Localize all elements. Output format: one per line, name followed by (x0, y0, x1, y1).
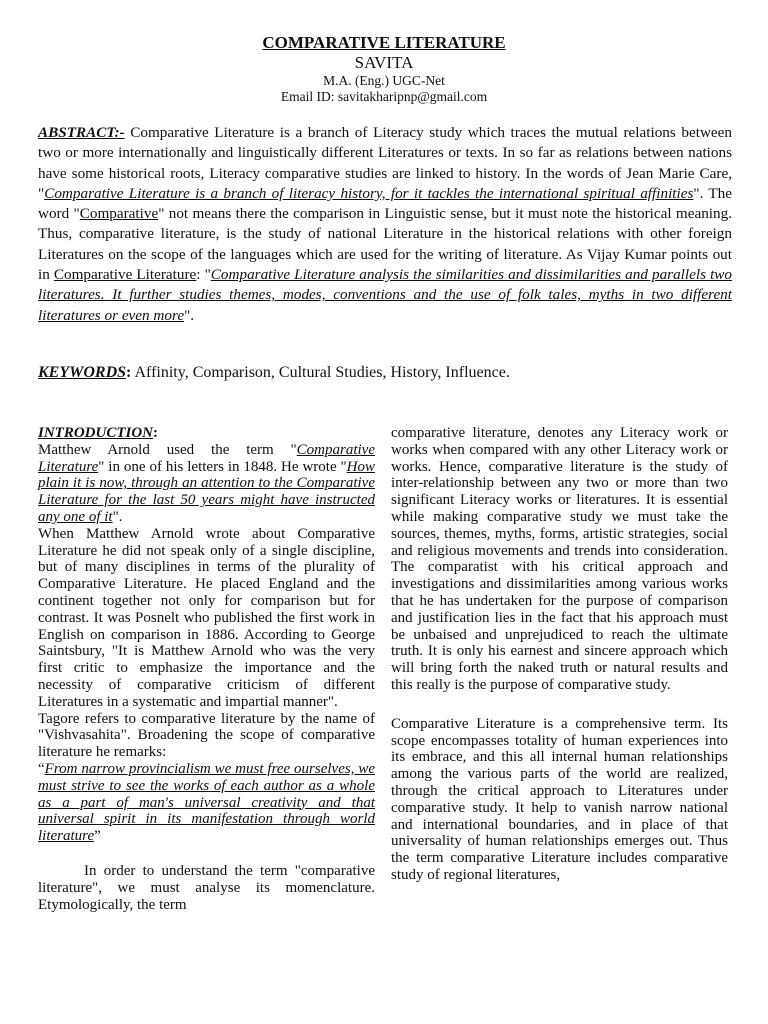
keywords-label: KEYWORDS (38, 364, 127, 381)
abstract-text: : " (196, 266, 211, 284)
paragraph-text: ". (112, 508, 123, 525)
introduction-label: INTRODUCTION (38, 425, 154, 441)
abstract-text: Comparative Literature is a branch of Literacy study which traces the mutual relations between two or more internationally and linguistically different Literatures or texts. In so far as relations between nations have some historical roots, Literacy comparative studies are linked to history. In the words of Jean Marie Care, " (38, 124, 732, 202)
term-comparative-literature: Comparative Literature (38, 441, 375, 475)
abstract-text: " not means there the comparison in Linguistic sense, but it must note the historical meaning. Thus, comparative literature, is the study of national Literature in the historical relations with other foreign Literatures on the scope of the languages which are used for the writing of literature. As Vijay Kumar points out in (38, 205, 732, 284)
paragraph-scope: Comparative Literature is a comprehensive term. Its scope encompasses totality of human experiences into its embrace, and this all internal human relationships among the various parts of the world are realized, through the critical approach to Literatures under comparative study. It help to vanish narrow national and international boundaries, and in place of that universality of human relationships emerges out. Thus the term comparative Literature includes comparative study of regional literatures, (391, 715, 728, 883)
paragraph-tagore: Tagore refers to comparative literature by the name of "Vishvasahita". Broadening the scope of comparative literature he remarks: (38, 710, 375, 761)
abstract-text: ". The word " (38, 184, 732, 223)
quote-mark: “ (38, 760, 45, 777)
paragraph-definition: comparative literature, denotes any Literacy work or works when compared with any other Literacy work or works. Hence, comparative literature is the study of inter-relationship between any two or more than two significant Literacy works or literatures. It is essential while making comparative study we must take the sources, themes, myths, forms, artistic strategies, social and religious movements and trends into consideration. The comparatist with his critical approach and investigations and dissimilarities among various works that he has undertaken for the purpose of comparison and justification lies in the fact that his approach must be unbaised and unprejudiced to reach the ultimate truth. It is only his earnest and sincere approach which will bring forth the naked truth or natural results and this really is the purpose of comparative study. (391, 425, 728, 693)
spacer (391, 694, 728, 716)
quote-arnold: How plain it is now, through an attention to the Comparative Literature for the last 50 years might have instructed any one of it (38, 458, 375, 525)
paper-title: COMPARATIVE LITERATURE (262, 33, 506, 52)
paper-header (0, 33, 768, 105)
abstract-quote-kumar: Comparative Literature analysis the similarities and dissimilarities and parallels two literatures. It further studies themes, modes, conventions and the use of folk tales, myths in two different literatures or even more (38, 266, 733, 324)
abstract-text: ". (184, 306, 195, 324)
keywords-list: Affinity, Comparison, Cultural Studies, History, Influence. (131, 364, 510, 381)
right-column (391, 425, 728, 884)
quote-mark: ” (94, 828, 101, 845)
paragraph-nomenclature: In order to understand the term "comparative literature", we must analyse its momenclature. Etymologically, the term (38, 862, 375, 913)
paragraph-arnold (38, 442, 375, 526)
abstract-quote-care: Comparative Literature is a branch of literacy history, for it tackles the international spiritual affinities (44, 184, 694, 202)
introduction-heading (38, 425, 375, 442)
paragraph-text: Matthew Arnold used the term " (38, 441, 297, 458)
paragraph-text: " in one of his letters in 1848. He wrote " (98, 458, 347, 475)
spacer (38, 845, 375, 863)
author-name: SAVITA (354, 53, 414, 72)
abstract (38, 123, 732, 326)
quote-tagore (38, 761, 375, 845)
abstract-label: ABSTRACT:- (38, 124, 125, 141)
abstract-book-title: Comparative Literature (53, 266, 197, 284)
left-column (38, 425, 375, 913)
author-degree: M.A. (Eng.) UGC-Net (323, 73, 445, 88)
author-email: Email ID: savitakharipnp@gmail.com (280, 89, 488, 104)
paragraph-saintsbury: When Matthew Arnold wrote about Comparative Literature he did not speak only of a single discipline, but of many disciplines in terms of the plurality of Comparative Literature. He placed England and the continent together not only for comparison but for contrast. It was Posnelt who published the first work in English on comparison in 1886. According to George Saintsbury, "It is Matthew Arnold who was the very first critic to emphasize the importance and the necessity of comparative criticism of different Literatures in a systematic and impartial manner". (38, 525, 375, 710)
keywords (38, 362, 732, 384)
introduction-colon: : (153, 425, 159, 441)
keywords-colon: : (126, 364, 132, 381)
abstract-term-comparative: Comparative (79, 205, 159, 223)
quote-tagore-text: From narrow provincialism we must free ourselves, we must strive to see the works of each author as a whole as a part of man's universal creativity and that universal spirit in its manifestation through world literature (38, 760, 375, 845)
